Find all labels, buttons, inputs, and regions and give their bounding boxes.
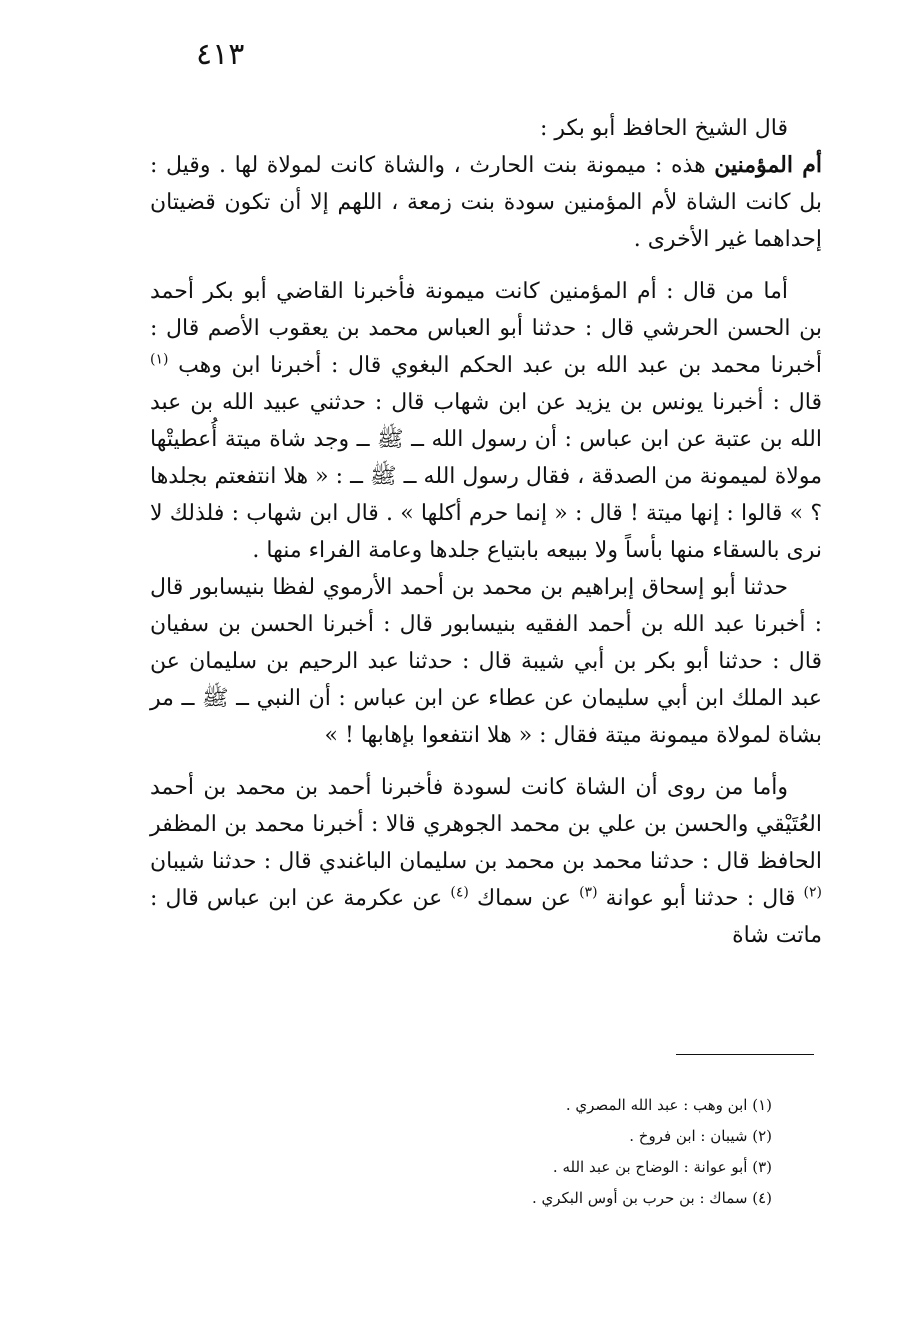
- paragraph-text: قال الشيخ الحافظ أبو بكر :: [540, 116, 788, 141]
- bold-phrase: أم المؤمنين: [714, 152, 822, 178]
- paragraph-sawda-chain: [150, 769, 822, 954]
- footnote-3: (٣) أبو عوانة : الوضاح بن عبد الله .: [552, 1158, 772, 1176]
- footnote-ref-2[interactable]: (٢): [803, 884, 822, 901]
- footnote-ref-3[interactable]: (٣): [579, 884, 598, 901]
- paragraph-text: وأما من روى أن الشاة كانت لسودة فأخبرنا أحمد بن محمد بن أحمد العُتَيْقي والحسن بن علي بن محمد الجوهري قالا : أخبرنا محمد بن المظفر الحافظ قال : حدثنا محمد بن محمد بن سليمان الباغندي قال : حدثنا شيبان: [150, 775, 822, 874]
- paragraph-text-tail-3: عن عكرمة عن ابن عباس قال : ماتت شاة: [150, 886, 822, 948]
- main-text: [150, 110, 822, 954]
- paragraph-text-tail: قال : أخبرنا يونس بن يزيد عن ابن شهاب قال : حدثني عبيد الله بن عبد الله بن عتبة عن ابن عباس : أن رسول الله ــ ﷺ ــ وجد شاة ميتة أُعطيتْها مولاة لميمونة من الصدقة ، فقال رسول الله ــ ﷺ ــ : « هلا انتفعتم بجلدها ؟ » قالوا : إنها ميتة ! قال : « إنما حرم أكلها » . قال ابن شهاب : فلذلك لا نرى بالسقاء منها بأساً ولا ببيعه بابتياع جلدها وعامة الفراء منها .: [150, 390, 822, 563]
- footnotes: [420, 1090, 772, 1214]
- footnote-2: (٢) شيبان : ابن فروخ .: [629, 1127, 772, 1145]
- paragraph-text: أما من قال : أم المؤمنين كانت ميمونة فأخبرنا القاضي أبو بكر أحمد بن الحسن الحرشي قال : حدثنا أبو العباس محمد بن يعقوب الأصم قال : أخبرنا محمد بن عبد الله بن عبد الحكم البغوي قال : أخبرنا ابن وهب: [150, 279, 822, 378]
- footnote-divider: [676, 1054, 814, 1055]
- paragraph-intro: [150, 110, 822, 147]
- footnote-ref-1[interactable]: (١): [150, 351, 169, 368]
- footnote-1: (١) ابن وهب : عبد الله المصري .: [565, 1096, 772, 1114]
- paragraph-text: حدثنا أبو إسحاق إبراهيم بن محمد بن أحمد الأرموي لفظا بنيسابور قال : أخبرنا عبد الله بن أحمد الفقيه بنيسابور قال : أخبرنا الحسن بن سفيان قال : حدثنا أبو بكر بن أبي شيبة قال : حدثنا عبد الرحيم بن سليمان عن عبد الملك ابن أبي سليمان عن عطاء عن ابن عباس : أن النبي ــ ﷺ ــ مر بشاة لمولاة ميمونة ميتة فقال : « هلا انتفعوا بإهابها ! »: [150, 575, 822, 748]
- footnote-ref-4[interactable]: (٤): [450, 884, 469, 901]
- footnote-4: (٤) سماك : بن حرب بن أوس البكري .: [531, 1189, 772, 1207]
- paragraph-text: هذه : ميمونة بنت الحارث ، والشاة كانت لمولاة لها . وقيل : بل كانت الشاة لأم المؤمنين سودة بنت زمعة ، اللهم إلا أن تكون قضيتان إحداهما غير الأخرى .: [150, 153, 822, 252]
- paragraph-umm-al-muminin: [150, 147, 822, 258]
- paragraph-armawi-chain: [150, 569, 822, 754]
- paragraph-text-tail: قال : حدثنا أبو عوانة: [605, 886, 804, 911]
- paragraph-maymuna-chain: [150, 273, 822, 569]
- paragraph-text-tail-2: عن سماك: [476, 886, 580, 911]
- page-number: ٤١٣: [196, 37, 245, 72]
